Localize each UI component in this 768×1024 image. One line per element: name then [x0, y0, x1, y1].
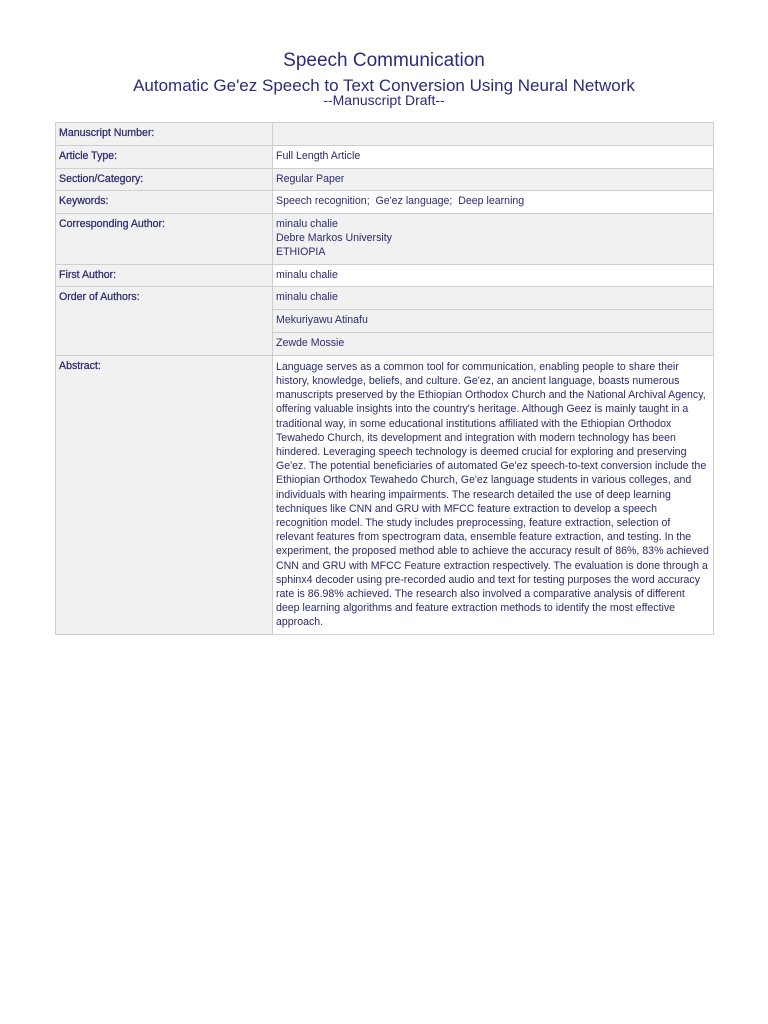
- section-category-value: Regular Paper: [273, 168, 714, 191]
- corresponding-author-institution: Debre Markos University: [276, 231, 392, 244]
- section-category-label: Section/Category:: [56, 168, 273, 191]
- manuscript-details-table: [55, 122, 714, 635]
- row-keywords: [56, 191, 714, 214]
- keywords-value: Speech recognition; Ge'ez language; Deep learning: [273, 191, 714, 214]
- keywords-label: Keywords:: [56, 191, 273, 214]
- article-title: Automatic Ge'ez Speech to Text Conversion Using Neural Network: [133, 76, 635, 95]
- article-type-value: Full Length Article: [273, 145, 714, 168]
- author-3: Zewde Mossie: [273, 332, 714, 355]
- order-of-authors-label: Order of Authors:: [56, 287, 273, 355]
- manuscript-number-value: [273, 123, 714, 146]
- corresponding-author-name: minalu chalie: [276, 218, 338, 231]
- journal-name: Speech Communication: [283, 50, 485, 71]
- row-first-author: [56, 264, 714, 287]
- first-author-value: minalu chalie: [273, 264, 714, 287]
- corresponding-author-value: [273, 214, 714, 264]
- corresponding-author-country: ETHIOPIA: [276, 245, 326, 258]
- row-section-category: [56, 168, 714, 191]
- row-corresponding-author: [56, 214, 714, 264]
- corresponding-author-label: Corresponding Author:: [56, 214, 273, 264]
- abstract-text: Language serves as a common tool for communication, enabling people to share their history, knowledge, beliefs, and culture. Ge'ez, an ancient language, boasts numerous manuscripts preserved by the Ethiopian Orthodox Church and the National Archival Agency, offering valuable insights into the country's heritage. Although Geez is mainly taught in a traditional way, in some educational institutions affiliated with the Ethiopian Orthodox Tewahedo Church, its development and integration with modern technology has been hindered. Leveraging speech technology is deemed crucial for exploring and preserving Ge'ez. The potential beneficiaries of automated Ge'ez speech-to-text conversion include the Ethiopian Orthodox Tewahedo Church, Ge'ez language students in various colleges, and individuals with hearing impairments. The research detailed the use of deep learning techniques like CNN and GRU with MFCC feature extraction to develop a speech recognition model. The study includes preprocessing, feature extraction, selection of relevant features from spectrogram data, ensemble feature extraction, and testing. In the experiment, the proposed method able to achieve the accuracy result of 86%, 83% achieved CNN and GRU with MFCC Feature extraction respectively. The evaluation is done through a sphinx4 decoder using pre-recorded audio and text for testing purposes the word accuracy rate is 86.98% achieved. The research also involved a comparative analysis of different deep learning algorithms and feature extraction methods to identify the most effective approach.: [273, 355, 714, 634]
- row-abstract: [56, 355, 714, 634]
- manuscript-header: [0, 50, 768, 107]
- row-order-of-authors: [56, 287, 714, 310]
- author-2: Mekuriyawu Atinafu: [273, 310, 714, 333]
- row-manuscript-number: [56, 123, 714, 146]
- first-author-label: First Author:: [56, 264, 273, 287]
- article-type-label: Article Type:: [56, 145, 273, 168]
- author-1: minalu chalie: [273, 287, 714, 310]
- abstract-label: Abstract:: [56, 355, 273, 634]
- manuscript-number-label: Manuscript Number:: [56, 123, 273, 146]
- draft-label: --Manuscript Draft--: [323, 92, 445, 108]
- row-article-type: [56, 145, 714, 168]
